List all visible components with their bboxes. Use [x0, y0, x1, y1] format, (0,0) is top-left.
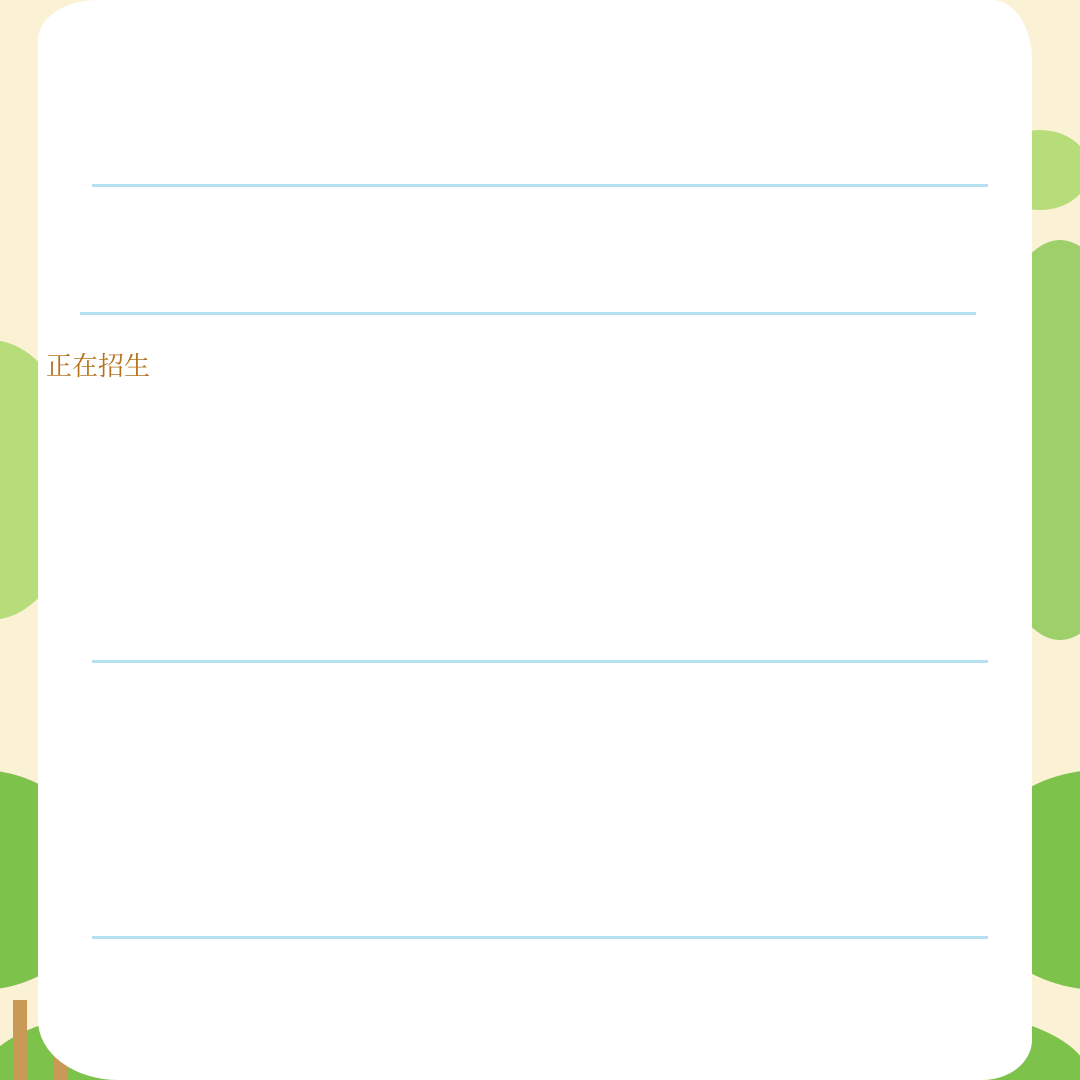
divider [92, 936, 988, 939]
divider [80, 312, 976, 315]
content-card [38, 0, 1032, 1080]
divider [92, 184, 988, 187]
recruiting-label: 正在招生 [46, 352, 151, 382]
divider [92, 660, 988, 663]
